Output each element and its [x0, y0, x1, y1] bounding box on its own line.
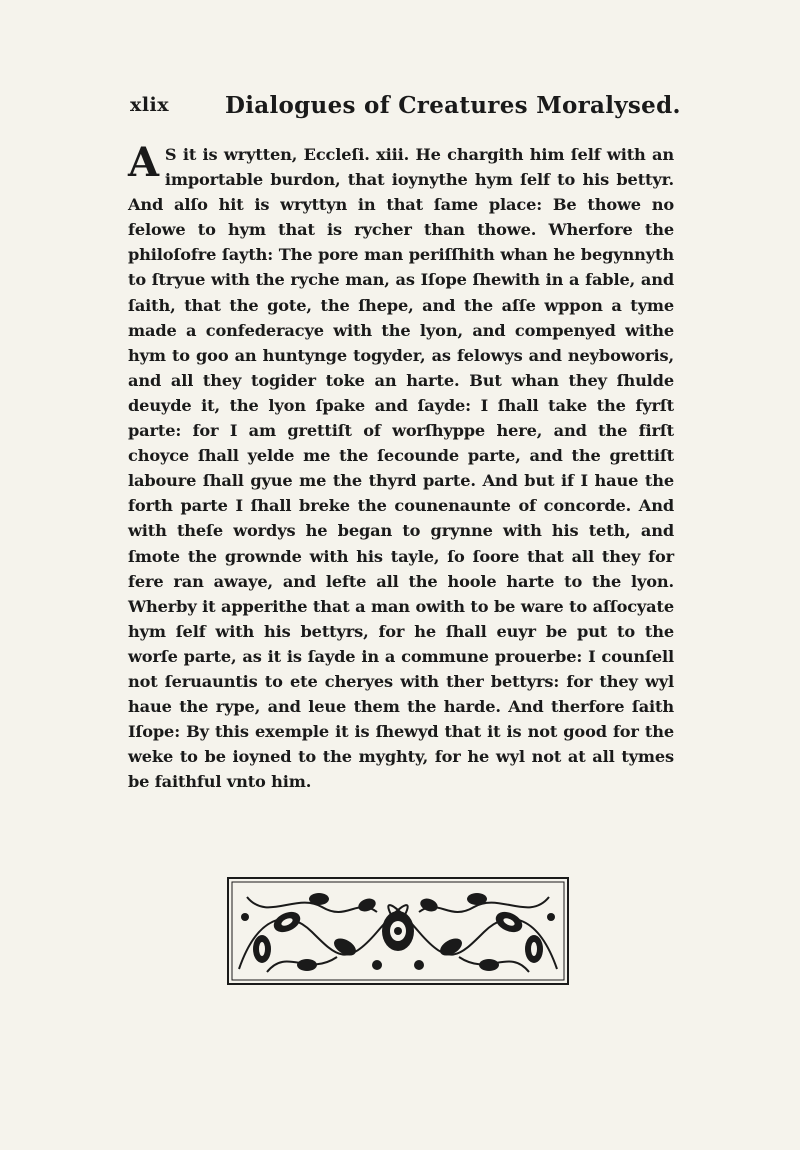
paragraph-text: S it is wrytten, Eccleſi. xiii. He chargith him ſelf with an importable burdon, that ioynythe hym ſelf to his bettyr. And alſo hit is wryttyn in that ſame place: Be thowe no felowe to hym that is rycher than thowe. Wherfore the philoſofre ſayth: The pore man periſſhith whan he begynnyth to ſtryue with the ryche man, as Iſope ſhewith in a fable, and ſaith, that the gote, the ſhepe, and the aſſe wppon a tyme made a confederacye with the lyon, and compenyed withe hym to goo an huntynge togyder, as felowys and neyboworis, and all they togider toke an harte. But whan they ſhulde deuyde it, the lyon ſpake and ſayde: I ſhall take the fyrſt parte: for I am grettiſt of worſhyppe here, and the firſt choyce ſhall yelde me the ſecounde parte, and the grettiſt laboure ſhall gyue me the thyrd parte. And but if I haue the forth parte I ſhall breke the counenaunte of concorde. And with theſe wordys he began to grynne with his teth, and ſmote the grownde with his tayle, ſo ſoore that all they for fere ran awaye, and lefte all the hoole harte to the lyon. Wherby it apperithe that a man owith to be ware to aſſocyate hym ſelf with his bettyrs, for he ſhall euyr be put to the worſe parte, as it is ſayde in a commune prouerbe: I counſell not ſeruauntis to ete cheryes with ther bettyrs: for they wyl haue the rype, and leue them the harde. And therfore ſaith Iſope: By this exemple it is ſhewyd that it is not good for the weke to be ioyned to the myghty, for he wyl not at all tymes be faithful vnto him. [128, 145, 674, 792]
page-header [0, 92, 800, 122]
body-text [128, 139, 674, 794]
floral-tailpiece-icon [227, 877, 569, 985]
running-head: Dialogues of Creatures Moralysed. [225, 92, 681, 119]
paragraph [128, 139, 674, 794]
drop-cap: A [128, 139, 159, 186]
page-number: xlix [130, 94, 170, 116]
